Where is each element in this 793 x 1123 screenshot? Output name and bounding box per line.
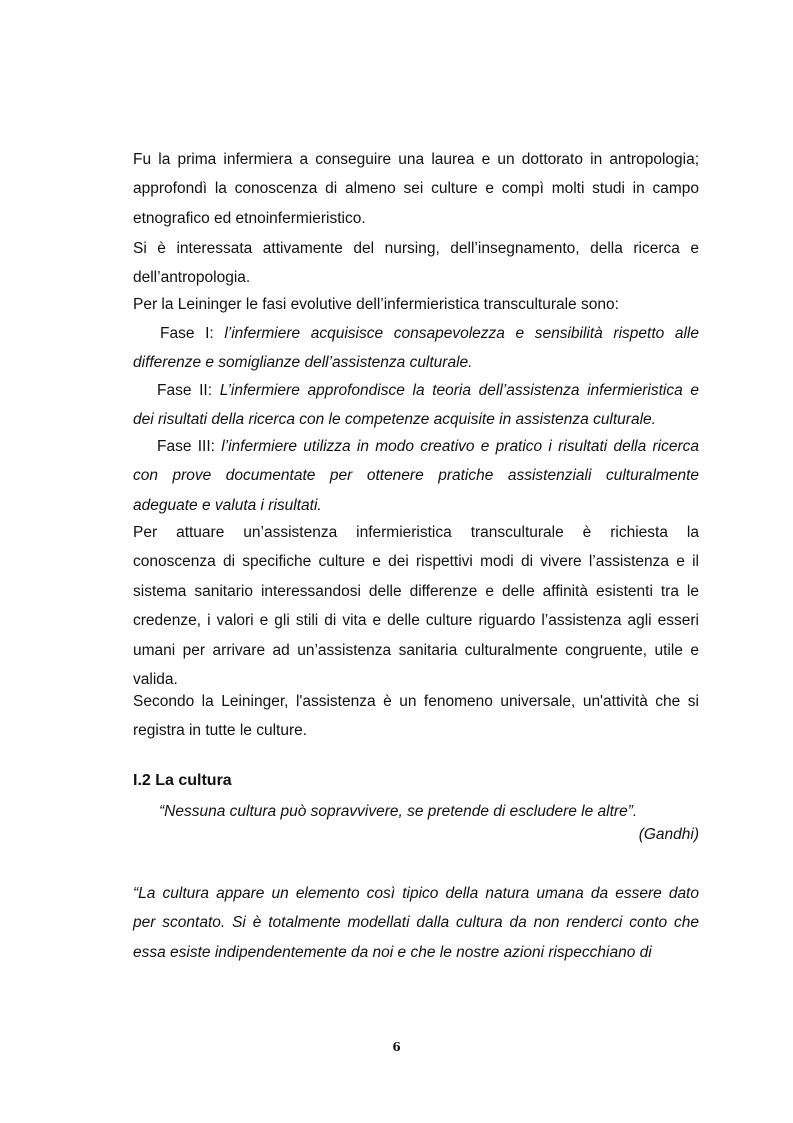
- text-line: approfondì la conoscenza di almeno sei culture e compì molti studi in campo: [133, 180, 699, 198]
- text-line: “La cultura appare un elemento così tipico della natura umana da essere dato: [133, 885, 699, 902]
- text-line: Secondo la Leininger, l'assistenza è un fenomeno universale, un'attività che si: [133, 693, 699, 710]
- phase-1-label: Fase I:: [160, 325, 214, 342]
- text-line: umani per arrivare ad un’assistenza sanitaria culturalmente congruente, utile e: [133, 641, 699, 659]
- text-line: dell’antropologia.: [133, 269, 251, 287]
- text-line: essa esiste indipendentemente da noi e che le nostre azioni rispecchiano di: [133, 943, 652, 961]
- paragraph-transcultural-care: [133, 518, 699, 694]
- text-line: etnografico ed etnoinfermieristico.: [133, 209, 366, 227]
- text-line: Fu la prima infermiera a conseguire una laurea e un dottorato in antropologia;: [133, 151, 699, 168]
- phase-2-label: Fase II:: [157, 382, 213, 399]
- phase-2-line: dei risultati della ricerca con le competenze acquisite in assistenza culturale.: [133, 411, 656, 429]
- text-line: conoscenza di specifiche culture e dei rispettivi modi di vivere l’assistenza e il: [133, 553, 699, 571]
- phase-3-line: adeguate e valuta i risultati.: [133, 496, 322, 514]
- epigraph-quote: “Nessuna cultura può sopravvivere, se pretende di escludere le altre”.: [159, 803, 638, 820]
- paragraph-phases-intro: [133, 290, 699, 319]
- text-line: registra in tutte le culture.: [133, 722, 308, 740]
- phase-3-label: Fase III:: [157, 438, 215, 455]
- phase-3: [133, 432, 699, 520]
- phase-3-line: [133, 432, 699, 461]
- text-line: Per attuare un’assistenza infermieristica transculturale è richiesta la: [133, 524, 699, 541]
- section-heading: I.2 La cultura: [133, 772, 232, 789]
- epigraph-author: (Gandhi): [638, 826, 699, 843]
- text-line: sistema sanitario interessandosi delle differenze e delle affinità esistenti tra le: [133, 582, 699, 600]
- paragraph-universal-care: [133, 687, 699, 746]
- phase-2: [133, 376, 699, 435]
- phase-2-line: [133, 376, 699, 405]
- phase-1: [133, 319, 699, 378]
- text-line: credenze, i valori e gli stili di vita e delle culture riguardo l’assistenza agli esseri: [133, 612, 699, 630]
- text-line: valida.: [133, 671, 178, 689]
- paragraph-leininger-education: [133, 145, 699, 233]
- phase-2-text: L’infermiere approfondisce la teoria dell’assistenza infermieristica e: [219, 382, 699, 399]
- paragraph-interests: [133, 234, 699, 293]
- paragraph-culture-quote: [133, 879, 699, 967]
- phase-1-line: differenze e somiglianze dell’assistenza culturale.: [133, 354, 473, 372]
- text-line: Per la Leininger le fasi evolutive dell’infermieristica transculturale sono:: [133, 296, 619, 313]
- phase-3-line: con prove documentate per ottenere pratiche assistenziali culturalmente: [133, 467, 699, 485]
- text-line: per scontato. Si è totalmente modellati dalla cultura da non renderci conto che: [133, 914, 699, 932]
- text-line: Si è interessata attivamente del nursing, dell’insegnamento, della ricerca e: [133, 240, 699, 257]
- page-number: 6: [392, 1040, 401, 1054]
- phase-1-text: l’infermiere acquisisce consapevolezza e sensibilità rispetto alle: [224, 325, 699, 342]
- phase-1-line: [133, 319, 699, 348]
- phase-3-text: l’infermiere utilizza in modo creativo e pratico i risultati della ricerca: [221, 438, 699, 455]
